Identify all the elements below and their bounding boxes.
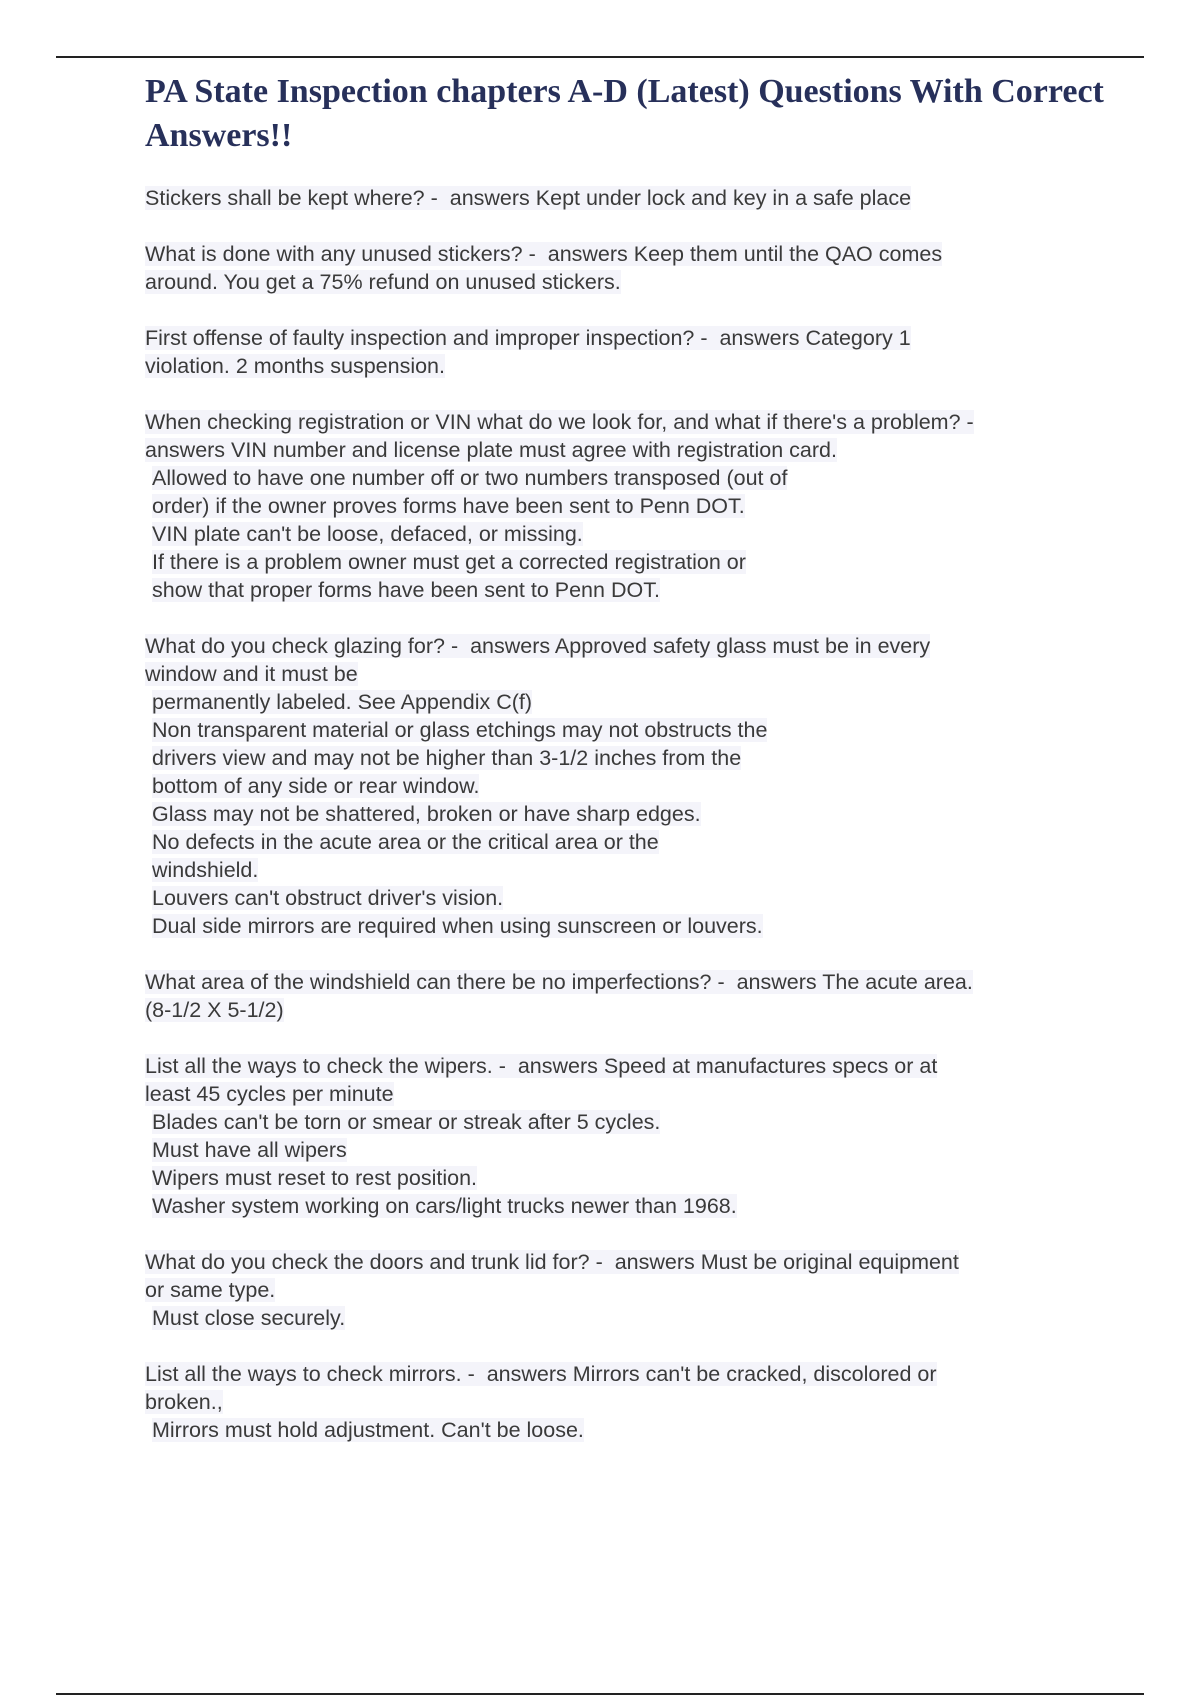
answer-line: Mirrors must hold adjustment. Can't be loose.: [152, 1418, 584, 1442]
answer-line: show that proper forms have been sent to Penn DOT.: [152, 578, 660, 602]
answer-line: Blades can't be torn or smear or streak after 5 cycles.: [152, 1110, 661, 1134]
qa-item: List all the ways to check mirrors. - answers Mirrors can't be cracked, discolored or broken., Mirrors must hold adjustment. Can't be loose.: [145, 1362, 937, 1442]
answer-line: broken.,: [145, 1390, 223, 1414]
answer-line: answers Mirrors can't be cracked, discolored or: [486, 1362, 937, 1386]
question-text: List all the ways to check mirrors.: [145, 1362, 462, 1386]
qa-item: What area of the windshield can there be no imperfections? - answers The acute area. (8-1/2 X 5-1/2): [145, 970, 973, 1022]
answer-line: bottom of any side or rear window.: [152, 774, 480, 798]
answer-line: Glass may not be shattered, broken or have sharp edges.: [152, 802, 701, 826]
answer-line: Must have all wipers: [152, 1138, 347, 1162]
answer-line: No defects in the acute area or the critical area or the: [152, 830, 659, 854]
question-text: What do you check glazing for?: [145, 634, 445, 658]
qa-item: What do you check glazing for? - answers Approved safety glass must be in every window and it must be permanently labeled. See Appendix C(f) Non transparent material or glass etchings may not obstructs the drivers view and may not be higher than 3-1/2 inches from the bottom of any side or rear window. Glass may not be shattered, broken or have sharp edges. No defects in the acute area or the critical area or the windshield. Louvers can't obstruct driver's vision. Dual side mirrors are required when using sunscreen or louvers.: [145, 634, 931, 938]
answer-line: or same type.: [145, 1278, 276, 1302]
answer-line: Dual side mirrors are required when using sunscreen or louvers.: [152, 914, 763, 938]
answer-line: answers Kept under lock and key in a safe place: [449, 186, 912, 210]
answer-line: VIN plate can't be loose, defaced, or missing.: [152, 522, 583, 546]
document-body: [145, 70, 1105, 1472]
qa-item: When checking registration or VIN what do we look for, and what if there's a problem? - answers VIN number and license plate must agree with registration card. Allowed to have one number off or two numbers transposed (out of order) if the owner proves forms have been sent to Penn DOT. VIN plate can't be loose, defaced, or missing. If there is a problem owner must get a corrected registration or show that proper forms have been sent to Penn DOT.: [145, 410, 974, 602]
answer-line: drivers view and may not be higher than 3-1/2 inches from the: [152, 746, 742, 770]
answer-line: answers Category 1: [719, 326, 911, 350]
top-rule: [56, 56, 1144, 58]
answer-line: Louvers can't obstruct driver's vision.: [152, 886, 504, 910]
answer-line: around. You get a 75% refund on unused stickers.: [145, 270, 621, 294]
question-text: What do you check the doors and trunk lid for?: [145, 1250, 590, 1274]
page-title: PA State Inspection chapters A-D (Latest) Questions With Correct Answers!!: [145, 73, 1104, 154]
answer-line: windshield.: [152, 858, 259, 882]
answer-line: window and it must be: [145, 662, 358, 686]
answer-line: answers Approved safety glass must be in every: [470, 634, 931, 658]
answer-line: Must close securely.: [152, 1306, 346, 1330]
answer-line: Allowed to have one number off or two numbers transposed (out of: [152, 466, 788, 490]
question-text: First offense of faulty inspection and improper inspection?: [145, 326, 695, 350]
answer-line: answers VIN number and license plate must agree with registration card.: [145, 438, 837, 462]
qa-item: Stickers shall be kept where? - answers Kept under lock and key in a safe place: [145, 186, 912, 210]
question-text: What is done with any unused stickers?: [145, 242, 523, 266]
answer-line: permanently labeled. See Appendix C(f): [152, 690, 533, 714]
qa-item: What is done with any unused stickers? - answers Keep them until the QAO comes around. You get a 75% refund on unused stickers.: [145, 242, 943, 294]
answer-line: answers The acute area.: [736, 970, 973, 994]
qa-item: What do you check the doors and trunk lid for? - answers Must be original equipment or same type. Must close securely.: [145, 1250, 959, 1330]
answer-line: If there is a problem owner must get a corrected registration or: [152, 550, 746, 574]
answer-line: Wipers must reset to rest position.: [152, 1166, 477, 1190]
answer-line: violation. 2 months suspension.: [145, 354, 445, 378]
answer-line: (8-1/2 X 5-1/2): [145, 998, 284, 1022]
bottom-rule: [56, 1693, 1144, 1695]
answer-line: Washer system working on cars/light trucks newer than 1968.: [152, 1194, 737, 1218]
qa-item: List all the ways to check the wipers. - answers Speed at manufactures specs or at least 45 cycles per minute Blades can't be torn or smear or streak after 5 cycles. Must have all wipers Wipers must reset to rest position. Washer system working on cars/light trucks newer than 1968.: [145, 1054, 938, 1218]
answer-line: least 45 cycles per minute: [145, 1082, 394, 1106]
question-text: What area of the windshield can there be no imperfections?: [145, 970, 712, 994]
question-text: When checking registration or VIN what do we look for, and what if there's a problem?: [145, 410, 961, 434]
answer-line: answers Keep them until the QAO comes: [547, 242, 943, 266]
answer-line: answers Must be original equipment: [614, 1250, 959, 1274]
question-text: Stickers shall be kept where?: [145, 186, 425, 210]
question-text: List all the ways to check the wipers.: [145, 1054, 493, 1078]
answer-line: Non transparent material or glass etchings may not obstructs the: [152, 718, 768, 742]
answer-line: answers Speed at manufactures specs or at: [517, 1054, 938, 1078]
qa-item: First offense of faulty inspection and improper inspection? - answers Category 1 violation. 2 months suspension.: [145, 326, 911, 378]
answer-line: order) if the owner proves forms have been sent to Penn DOT.: [152, 494, 745, 518]
